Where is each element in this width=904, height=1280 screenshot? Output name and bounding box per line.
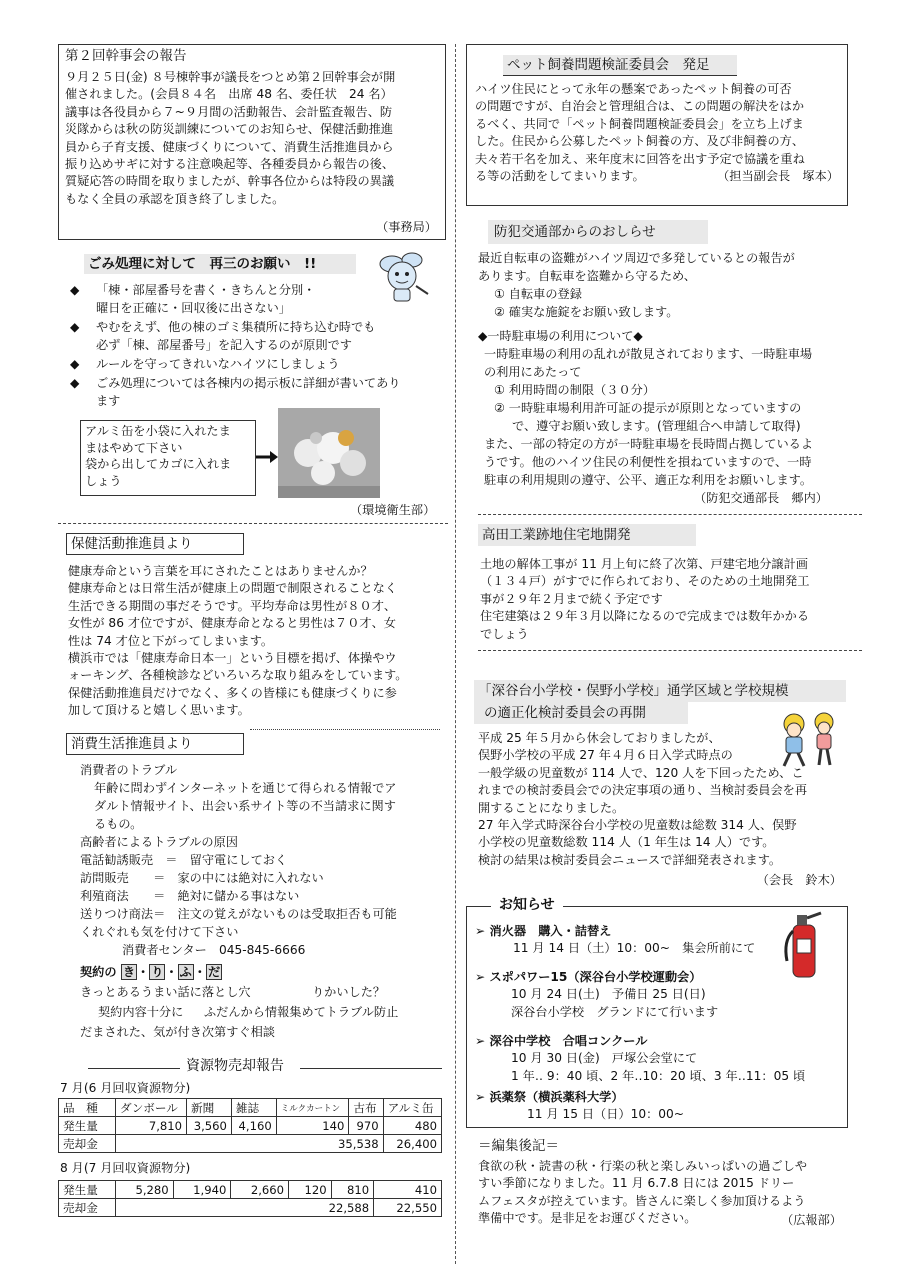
takada-title: 高田工業跡地住宅地開発 <box>478 524 696 546</box>
school-title-1: 「深谷台小学校・俣野小学校」通学区域と学校規模 <box>474 680 846 702</box>
fire-extinguisher-icon <box>779 909 829 981</box>
consumer-line: 消費者のトラブル <box>80 763 178 777</box>
table-cell: 26,400 <box>383 1135 441 1153</box>
notice-body: 10 月 30 日(金) 戸塚公会堂にて <box>511 1051 698 1066</box>
kirifuda-line-2b: ふだんから情報集めてトラブル防止 <box>204 1005 399 1019</box>
consumer-line: 年齢に問わずインターネットを通じて得られる情報でア <box>94 781 397 795</box>
takada-body <box>480 556 809 643</box>
school-signature: （会長 鈴木） <box>756 873 842 887</box>
notice-head <box>475 923 755 940</box>
bullet-text: 曜日を正確に・回収後に出さない」 <box>96 301 291 315</box>
health-body <box>68 563 407 720</box>
bullet-text: 必ず「棟、部屋番号」を記入するのが原則です <box>96 338 352 352</box>
table-cell: 発生量 <box>59 1181 116 1199</box>
table-cell: 4,160 <box>231 1117 276 1135</box>
meeting-line: もなく全員の承認を頂き終了しました。 <box>65 191 285 206</box>
consumer-line: くれぐれも気を付けて下さい <box>80 925 239 939</box>
postscript-line: すい季節になりました。11 月 6.7.8 日には 2015 ドリー <box>478 1176 795 1191</box>
health-title: 保健活動推進員より <box>66 533 244 555</box>
health-line: 保健活動推進員だけでなく、多くの皆様にも健康づくりに参 <box>68 685 397 700</box>
school-line: 開することになりました。 <box>478 800 625 815</box>
recycle-table-2 <box>58 1180 442 1217</box>
kirifuda-char: ふ <box>179 965 192 979</box>
consumer-body <box>80 762 450 962</box>
table-header: ミルクカートン <box>276 1099 349 1117</box>
notice-body: 深谷台小学校 グランドにて行います <box>511 1004 719 1019</box>
recycle-rule-right <box>300 1068 442 1069</box>
consumer-line: ダルト情報サイト、出会い系サイト等の不当請求に関す <box>94 799 396 813</box>
pet-box <box>466 44 848 206</box>
arrow-bullet-icon: ➢ <box>475 1034 490 1048</box>
crime-line: 最近自転車の盗難がハイツ周辺で多発しているとの報告が <box>478 251 795 265</box>
arrow-bullet-icon: ➢ <box>475 924 490 938</box>
diamond-icon: ◆ <box>70 357 80 371</box>
pet-line: した。住民から公募したペット飼養の方、及び非飼養の方、 <box>475 134 805 149</box>
table-cell: 120 <box>289 1181 332 1199</box>
postscript-title: ＝編集後記＝ <box>478 1138 559 1154</box>
consumer-line: 訪問販売 ＝ 家の中には絶対に入れない <box>80 871 324 885</box>
arrow-right-icon <box>256 450 278 467</box>
diamond-icon: ◆ <box>70 376 80 390</box>
takada-line: でしょう <box>480 626 529 641</box>
school-line: 俣野小学校の平成 27 年４月６日入学式時点の <box>478 748 733 763</box>
recycle-caption-2: 8 月(7 月回収資源物分) <box>60 1161 191 1175</box>
consumer-title: 消費生活推進員より <box>66 733 244 755</box>
notice-item <box>475 1089 684 1124</box>
school-line: れまでの検討委員会での決定事項の通り、当検討委員会を再 <box>478 783 808 798</box>
table-header: 新聞 <box>187 1099 232 1117</box>
table-row <box>59 1099 442 1117</box>
table-cell: 810 <box>331 1181 374 1199</box>
bullet-text: 「棟・部屋番号を書く・きちんと分別・ <box>96 283 316 297</box>
takada-line: 住宅建築は２９年３月以降になるので完成までは数年かかる <box>480 609 810 624</box>
bullet-text: ごみ処理については各棟内の掲示板に詳細が書いてあり <box>96 376 401 390</box>
kirifuda-heading: 契約の き ・ り ・ ふ ・ だ <box>80 965 221 979</box>
health-line: 横浜市では「健康寿命日本一」という目標を掲げ、体操やウ <box>68 651 397 666</box>
meeting-line: 振り込めサギに対する注意喚起等、各種委員から報告の後、 <box>65 157 395 172</box>
bullet-text: ルールを守ってきれいなハイツにしましょう <box>96 357 340 371</box>
kirifuda-block <box>80 964 450 1044</box>
school-line: 小学校の児童数総数 114 人（1 年生は 14 人）です。 <box>478 835 775 850</box>
table-row <box>59 1199 442 1217</box>
recycle-title: 資源物売却報告 <box>186 1058 284 1074</box>
meeting-line: 員から子育支援、健康づくりについて、消費生活推進員から <box>65 139 394 154</box>
column-divider <box>455 44 456 1264</box>
bullet-text: ます <box>96 394 121 408</box>
parking-line: 一時駐車場の利用の乱れが散見されております、一時駐車場 <box>484 347 813 361</box>
pet-line: の問題ですが、自治会と管理組合は、この問題の解決をはか <box>475 99 805 114</box>
table-cell: 140 <box>276 1117 349 1135</box>
pet-title: ペット飼養問題検証委員会 発足 <box>503 55 737 76</box>
crime-line: ② 確実な施錠をお願い致します。 <box>494 305 679 319</box>
parking-line: で、遵守お願い致します。(管理組合へ申請して取得) <box>512 419 801 433</box>
table-cell: 1,940 <box>173 1181 231 1199</box>
school-line: 一般学級の児童数が 114 人で、120 人を下回ったため、こ <box>478 765 804 780</box>
note-line: アルミ缶を小袋に入れたま <box>85 424 231 438</box>
school-line: 検討の結果は検討委員会ニュースで詳細発表されます。 <box>478 852 782 867</box>
health-line: 加して頂けると嬉しく思います。 <box>68 703 250 718</box>
meeting-line: 災隊からは秋の防災訓練についてのお知らせ、保健活動推進 <box>65 122 394 137</box>
school-line: 平成 25 年５月から休会しておりましたが、 <box>478 731 721 745</box>
notice-body: 11 月 15 日（日）10：00~ <box>527 1107 684 1122</box>
table-cell: 22,550 <box>374 1199 442 1217</box>
health-line: 健康寿命とは日常生活が健康上の問題で制限されることなく <box>68 581 398 596</box>
kirifuda-line-1b: りかいした？ <box>312 985 386 999</box>
takada-line: （１３４戸）がすでに作られており、そのための土地開発工 <box>480 574 810 589</box>
meeting-report-box <box>58 44 446 240</box>
divider <box>478 650 862 651</box>
arrow-bullet-icon: ➢ <box>475 1090 490 1104</box>
recycle-table-1 <box>58 1098 442 1153</box>
garbage-signature: （環境衛生部） <box>350 503 436 517</box>
consumer-phone: 消費者センター 045-845-6666 <box>122 943 306 957</box>
diamond-icon: ◆ <box>70 320 80 334</box>
notice-head-text: 深谷中学校 合唱コンクール <box>489 1034 648 1048</box>
table-cell: 2,660 <box>231 1181 289 1199</box>
parking-line: 駐車の利用規則の遵守、公平、適正な利用をお願いします。 <box>484 473 813 487</box>
consumer-line: 送りつけ商法＝ 注文の覚えがないものは受取拒否も可能 <box>80 907 397 921</box>
aluminum-note-box <box>80 420 256 496</box>
table-header: ダンボール <box>116 1099 187 1117</box>
kirifuda-char: だ <box>207 965 221 979</box>
health-line: ォーキング、各種検診などいろいろな取り組みをしています。 <box>68 668 408 683</box>
garbage-photo <box>278 408 380 498</box>
table-header: 古布 <box>349 1099 383 1117</box>
consumer-line: 電話勧誘販売 ＝ 留守電にしておく <box>80 853 288 867</box>
school-title-2: の適正化検討委員会の再開 <box>474 702 688 724</box>
pet-line: 夫々若干名を加え、来年度末に回答を出す予定で協議を重ね <box>475 151 805 166</box>
parking-line: また、一部の特定の方が一時駐車場を長時間占拠しているよ <box>484 437 814 451</box>
takada-line: 事が２９年２月まで続く予定です <box>480 591 663 606</box>
notice-box <box>466 897 848 1128</box>
table-row <box>59 1135 442 1153</box>
consumer-line: 利殖商法 ＝ 絶対に儲かる事はない <box>80 889 300 903</box>
table-cell: 410 <box>374 1181 442 1199</box>
table-header: 雑誌 <box>231 1099 276 1117</box>
table-cell: 3,560 <box>187 1117 232 1135</box>
school-line: 27 年入学式時深谷台小学校の児童数は総数 314 人、俣野 <box>478 818 797 833</box>
bullet-text: やむをえず、他の棟のゴミ集積所に持ち込む時でも <box>96 320 376 334</box>
kirifuda-char: き <box>122 965 135 979</box>
notice-head <box>475 1089 684 1106</box>
kirifuda-line-3: だまされた、気が付き次第すぐ相談 <box>80 1025 275 1039</box>
table-header: 品 種 <box>59 1099 116 1117</box>
crime-title: 防犯交通部からのおしらせ <box>488 220 708 244</box>
kirifuda-char: り <box>151 965 164 979</box>
parking-line: うです。他のハイツ住民の利便性を損ねていますので、一時 <box>484 455 812 469</box>
table-cell: 35,538 <box>116 1135 384 1153</box>
health-line: 健康寿命という言葉を耳にされたことはありませんか？ <box>68 564 373 578</box>
crime-line: ① 自転車の登録 <box>494 287 582 301</box>
notice-body: 11 月 14 日（土）10：00~ 集会所前にて <box>513 941 756 956</box>
notice-head <box>475 1033 805 1050</box>
table-cell: 22,588 <box>116 1199 374 1217</box>
meeting-line: 催されました。(会員８４名 出席 48 名、委任状 24 名） <box>65 87 393 102</box>
notice-head <box>475 969 718 986</box>
notice-item <box>475 969 718 1021</box>
parking-line: の利用にあたって <box>484 365 582 379</box>
meeting-signature: （事務局） <box>376 220 437 234</box>
parking-line: ① 利用時間の制限（３０分） <box>494 383 656 397</box>
arrow-bullet-icon: ➢ <box>475 970 490 984</box>
table-row <box>59 1181 442 1199</box>
parking-line: ② 一時駐車場利用許可証の提示が原則となっていますの <box>494 401 802 415</box>
meeting-report-title: 第２回幹事会の報告 <box>65 48 187 64</box>
notice-item <box>475 1033 805 1085</box>
meeting-report-body <box>65 69 395 208</box>
pet-signature: （担当副会長 塚本） <box>717 169 839 183</box>
pet-line: る等の活動をしてまいります。 <box>475 169 645 184</box>
crime-signature: （防犯交通部長 郷内） <box>693 491 828 505</box>
notice-body: 1 年‥ 9：40 頃、2 年‥10：20 頃、3 年‥11：05 頃 <box>511 1068 806 1083</box>
postscript-body <box>478 1158 807 1228</box>
postscript-line: 準備中です。是非足をお運びください。 <box>478 1211 697 1226</box>
meeting-line: 質疑応答の時間を取りましたが、幹事各位からは特段の異議 <box>65 174 395 189</box>
postscript-line: 食欲の秋・読書の秋・行楽の秋と楽しみいっぱいの過ごしや <box>478 1159 808 1173</box>
divider <box>250 729 440 730</box>
mascot-icon <box>372 246 434 304</box>
crime-body <box>478 250 858 505</box>
notice-body: 10 月 24 日(土) 予備日 25 日(日) <box>511 987 706 1002</box>
table-cell: 480 <box>383 1117 441 1135</box>
kirifuda-line-1a: きっとあるうまい話に落とし穴 <box>80 985 251 999</box>
meeting-line: 議事は各役員から７~９月間の活動報告、会計監査報告、防 <box>65 104 393 119</box>
recycle-caption-1: 7 月(6 月回収資源物分) <box>60 1081 191 1095</box>
table-header: アルミ缶 <box>383 1099 441 1117</box>
diamond-icon: ◆ <box>70 283 80 297</box>
table-cell: 売却金 <box>59 1199 116 1217</box>
postscript-signature: （広報部） <box>781 1213 842 1227</box>
notice-item <box>475 923 755 958</box>
notice-head-text: 浜薬祭（横浜薬科大学） <box>489 1090 624 1104</box>
notice-head-text: 消火器 購入・詰替え <box>489 924 612 938</box>
consumer-line: 高齢者によるトラブルの原因 <box>80 835 238 849</box>
postscript-line: ムフェスタが控えています。皆さんに楽しく参加頂けるよう <box>478 1193 806 1208</box>
school-body <box>478 730 807 869</box>
table-cell: 売却金 <box>59 1135 116 1153</box>
kirifuda-line-2a: 契約内容十分に <box>98 1005 184 1019</box>
takada-line: 土地の解体工事が 11 月上旬に終了次第、戸建宅地分譲計画 <box>480 557 808 571</box>
note-line: しょう <box>85 473 122 488</box>
note-line: 袋から出してカゴに入れま <box>85 457 232 471</box>
crime-line: あります。自転車を盗難から守るため、 <box>478 269 696 283</box>
meeting-line: ９月２５日(金) ８号棟幹事が議長をつとめ第２回幹事会が開 <box>65 70 396 84</box>
pet-line: るべく、共同で「ペット飼養問題検証委員会」を立ち上げま <box>475 116 804 131</box>
health-line: 生活できる期間の事だそうです。平均寿命は男性が８０才、 <box>68 598 397 613</box>
table-cell: 5,280 <box>116 1181 174 1199</box>
consumer-line: るもの。 <box>94 817 143 831</box>
pet-line: ハイツ住民にとって永年の懸案であったペット飼養の可否 <box>475 82 792 96</box>
parking-subtitle: ◆一時駐車場の利用について◆ <box>478 329 643 343</box>
table-cell: 発生量 <box>59 1117 116 1135</box>
notice-title: お知らせ <box>491 897 563 914</box>
garbage-title: ごみ処理に対して 再三のお願い !! <box>84 254 356 274</box>
table-cell: 7,810 <box>116 1117 187 1135</box>
health-line: 性は 74 才位と下がってしまいます。 <box>68 633 274 648</box>
table-cell: 970 <box>349 1117 383 1135</box>
health-line: 女性が 86 才位ですが、健康寿命となると男性は７０才、女 <box>68 616 396 631</box>
note-line: まはやめて下さい <box>85 440 183 455</box>
recycle-rule-left <box>88 1068 180 1069</box>
kirifuda-label: 契約の <box>80 965 117 979</box>
divider <box>58 523 448 524</box>
divider <box>478 514 862 515</box>
notice-head-text: スポパワー15（深谷台小学校運動会） <box>489 970 702 984</box>
table-row <box>59 1117 442 1135</box>
